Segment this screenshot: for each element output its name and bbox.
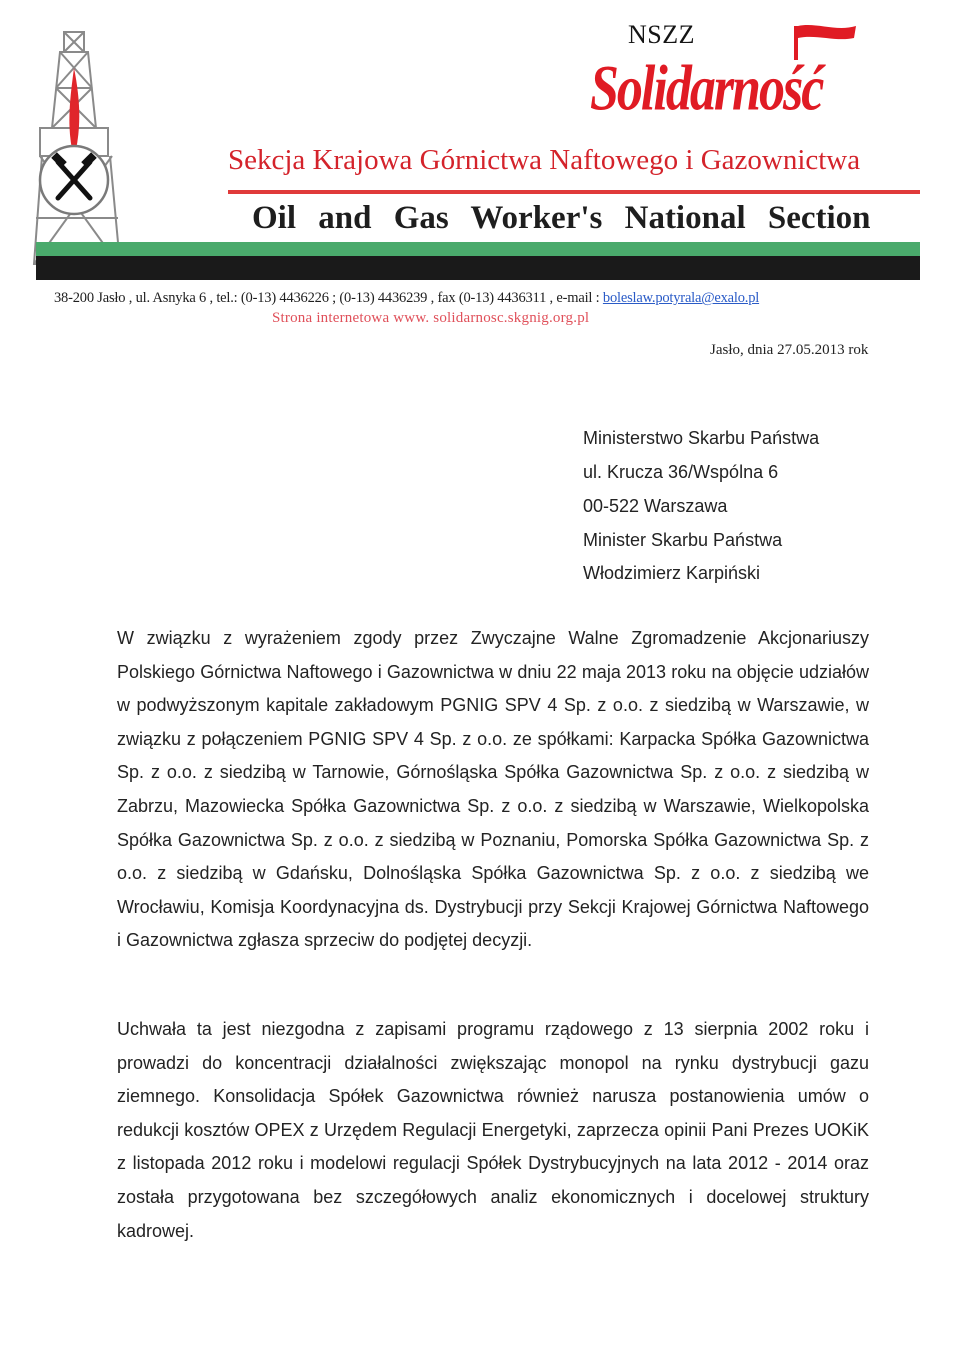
recipient-line: ul. Krucza 36/Wspólna 6 bbox=[583, 462, 779, 482]
contact-address: 38-200 Jasło , ul. Asnyka 6 , tel.: (0-13) 4436226 ; (0-13) 4436239 , fax (0-13) 4436311 , e-mail : bbox=[54, 290, 603, 306]
contact-line bbox=[54, 290, 759, 307]
section-title-polish: Sekcja Krajowa Górnictwa Naftowego i Gazownictwa bbox=[228, 144, 861, 176]
email-link[interactable]: boleslaw.potyrala@exalo.pl bbox=[602, 290, 760, 306]
letter-date: Jasło, dnia 27.05.2013 rok bbox=[710, 342, 869, 358]
nszz-label: NSZZ bbox=[628, 20, 695, 49]
recipient-line: Minister Skarbu Państwa bbox=[583, 530, 783, 550]
recipient-line: 00-522 Warszawa bbox=[583, 496, 728, 516]
recipient-line: Włodzimierz Karpiński bbox=[583, 563, 761, 583]
body-paragraph-2: Uchwała ta jest niezgodna z zapisami programu rządowego z 13 sierpnia 2002 roku i prowadzi do koncentracji działalności zwiększając monopol na rynku dystrybucji gazu ziemnego. Konsolidacja Spółek Gazownictwa również narusza postanowienia umów o redukcji kosztów OPEX z Urzędem Regulacji Energetyki, zaprzecza opinii Pani Prezes UOKiK z listopada 2012 roku i modelowi regulacji Spółek Dystrybucyjnych na lata 2012 - 2014 oraz została przygotowana bez szczegółowych analiz ekonomicznych i docelowej struktury kadrowej. bbox=[117, 1019, 869, 1241]
website-line: Strona internetowa www. solidarnosc.skgnig.org.pl bbox=[272, 310, 590, 326]
body-paragraph-1: W związku z wyrażeniem zgody przez Zwyczajne Walne Zgromadzenie Akcjonariuszy Polskiego Górnictwa Naftowego i Gazownictwa w dniu 22 maja 2013 roku na objęcie udziałów w podwyższonym kapitale zakładowym PGNIG SPV 4 Sp. z o.o. z siedzibą w Warszawie, w związku z połączeniem PGNIG SPV 4 Sp. z o.o. ze spółkami: Karpacka Spółka Gazownictwa Sp. z o.o. z siedzibą w Tarnowie, Górnośląska Spółka Gazownictwa Sp. z o.o. z siedzibą w Zabrzu, Mazowiecka Spółka Gazownictwa Sp. z o.o. z siedzibą w Warszawie, Wielkopolska Spółka Gazownictwa Sp. z o.o. z siedzibą w Poznaniu, Pomorska Spółka Gazownictwa Sp. z o.o. z siedzibą w Gdańsku, Dolnośląska Spółka Gazownictwa Sp. z o.o. z siedzibą we Wrocławiu, Komisja Koordynacyjna ds. Dystrybucji przy Sekcji Krajowej Górnictwa Naftowego i Gazownictwa zgłasza sprzeciw do podjętej decyzji. bbox=[117, 628, 869, 951]
green-divider bbox=[36, 242, 920, 256]
recipient-line: Ministerstwo Skarbu Państwa bbox=[583, 428, 820, 448]
red-divider bbox=[228, 190, 920, 194]
solidarnosc-logo: Solidarność bbox=[590, 53, 823, 125]
black-divider bbox=[36, 256, 920, 280]
section-title-english: Oil and Gas Worker's National Section bbox=[252, 200, 871, 236]
oil-derrick-logo-icon bbox=[30, 28, 125, 268]
